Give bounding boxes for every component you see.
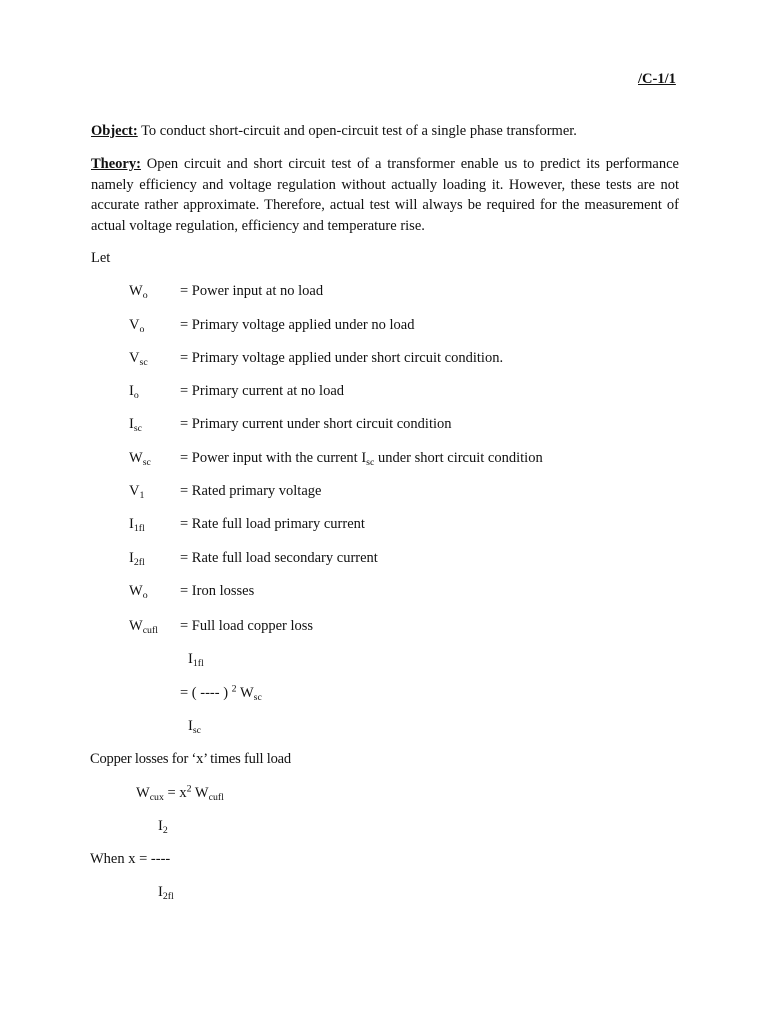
definition-symbol: $V_1$	[129, 483, 145, 501]
definition-description: = Primary current at no load	[180, 383, 345, 399]
theory-text: Open circuit and short circuit test of a transformer enable us to predict its performance namely efficiency and voltage regulation without actually loading it. However, these tests are not accurate rather approximate. Therefore, actual test will always be required for the measurement of actual voltage regulation, efficiency and temperature rise.	[91, 156, 679, 235]
definition-symbol: $I_o$	[129, 383, 139, 401]
object-paragraph	[91, 121, 679, 142]
definition-symbol: $W_{cufl}$	[129, 618, 158, 636]
formula-x-line: When x = ----	[90, 851, 171, 867]
definition-description: = Iron losses	[180, 583, 255, 599]
object-text: To conduct short-circuit and open-circuit test of a single phase transformer.	[137, 123, 577, 139]
definition-symbol: $I_{sc}$	[129, 416, 143, 434]
formula-x-denominator: $I_{2fl}$	[158, 884, 174, 902]
definition-description: = Rate full load secondary current	[180, 550, 378, 566]
definition-symbol: $I_{2fl}$	[129, 550, 145, 568]
definition-description: = Rated primary voltage	[180, 483, 322, 499]
definition-symbol: $W_o$	[129, 583, 148, 601]
formula-numerator: $I_{1fl}$	[188, 651, 204, 669]
definition-symbol: $V_{sc}$	[129, 350, 148, 368]
formula-ratio-line: = ( ---- ) $^2$ $W_{sc}$	[180, 683, 262, 703]
formula-denominator: $I_{sc}$	[188, 718, 202, 736]
definition-description: = Primary current under short circuit condition	[180, 416, 452, 432]
copper-losses-heading: Copper losses for ‘x’ times full load	[90, 751, 291, 767]
definition-description: = Primary voltage applied under short circuit condition.	[180, 350, 504, 366]
object-label: Object:	[91, 123, 138, 139]
theory-paragraph	[91, 154, 679, 237]
page-reference: /C-1/1	[638, 71, 676, 87]
let-label: Let	[91, 250, 111, 266]
formula-cux: $W_{cux} = x^2$ $W_{cufl}$	[136, 783, 224, 803]
definition-symbol: $V_o$	[129, 317, 145, 335]
definition-description: = Power input at no load	[180, 283, 324, 299]
formula-x-numerator: $I_2$	[158, 818, 168, 836]
definition-description: = Primary voltage applied under no load	[180, 317, 415, 333]
definition-symbol: $W_{sc}$	[129, 450, 151, 468]
definition-description: = Power input with the current $I_{sc}$ under short circuit condition	[180, 450, 543, 468]
definition-description: = Rate full load primary current	[180, 516, 365, 532]
definition-symbol: $I_{1fl}$	[129, 516, 145, 534]
definition-description: = Full load copper loss	[180, 618, 314, 634]
definition-symbol: $W_o$	[129, 283, 148, 301]
theory-label: Theory:	[91, 156, 141, 172]
